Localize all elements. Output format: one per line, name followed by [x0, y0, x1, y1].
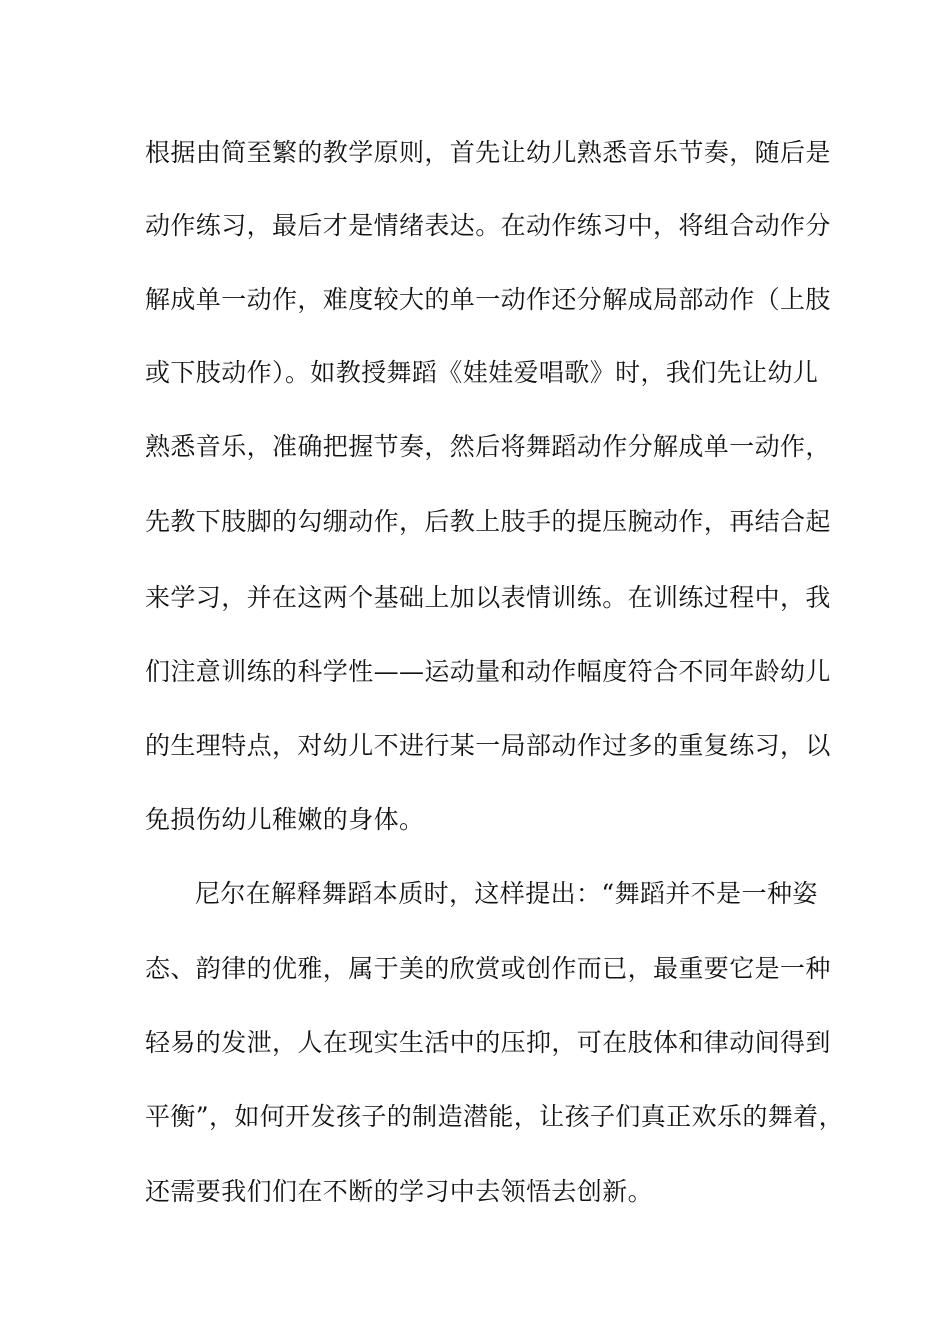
paragraph-1-line-8: 们注意训练的科学性——运动量和动作幅度符合不同年龄幼儿: [145, 657, 831, 686]
paragraph-1-line-6: 先教下肢脚的勾绷动作，后教上肢手的提压腕动作，再结合起: [145, 507, 831, 536]
paragraph-1-line-5: 熟悉音乐，准确把握节奏，然后将舞蹈动作分解成单一动作，: [145, 432, 831, 461]
paragraph-1-line-7: 来学习，并在这两个基础上加以表情训练。在训练过程中，我: [145, 583, 831, 612]
paragraph-1-line-4: 或下肢动作）。如教授舞蹈《娃娃爱唱歌》时，我们先让幼儿: [145, 358, 819, 387]
paragraph-2-line-5: 还需要我们们在不断的学习中去领悟去创新。: [145, 1177, 654, 1206]
paragraph-1-line-2: 动作练习，最后才是情绪表达。在动作练习中，将组合动作分: [145, 211, 831, 240]
paragraph-2-line-4: 平衡”，如何开发孩子的制造潜能，让孩子们真正欢乐的舞着，: [145, 1102, 844, 1131]
paragraph-1-line-9: 的生理特点，对幼儿不进行某一局部动作过多的重复练习，以: [145, 731, 831, 760]
paragraph-1-line-3: 解成单一动作，难度较大的单一动作还分解成局部动作（上肢: [145, 285, 831, 314]
paragraph-1-line-10: 免损伤幼儿稚嫩的身体。: [145, 805, 425, 834]
paragraph-2-line-3: 轻易的发泄，人在现实生活中的压抑，可在肢体和律动间得到: [145, 1028, 831, 1057]
paragraph-2-line-2: 态、韵律的优雅，属于美的欣赏或创作而已，最重要它是一种: [145, 954, 831, 983]
paragraph-2-line-1: 尼尔在解释舞蹈本质时，这样提出：“舞蹈并不是一种姿: [195, 879, 818, 908]
paragraph-1-line-1: 根据由简至繁的教学原则，首先让幼儿熟悉音乐节奏，随后是: [145, 138, 831, 167]
